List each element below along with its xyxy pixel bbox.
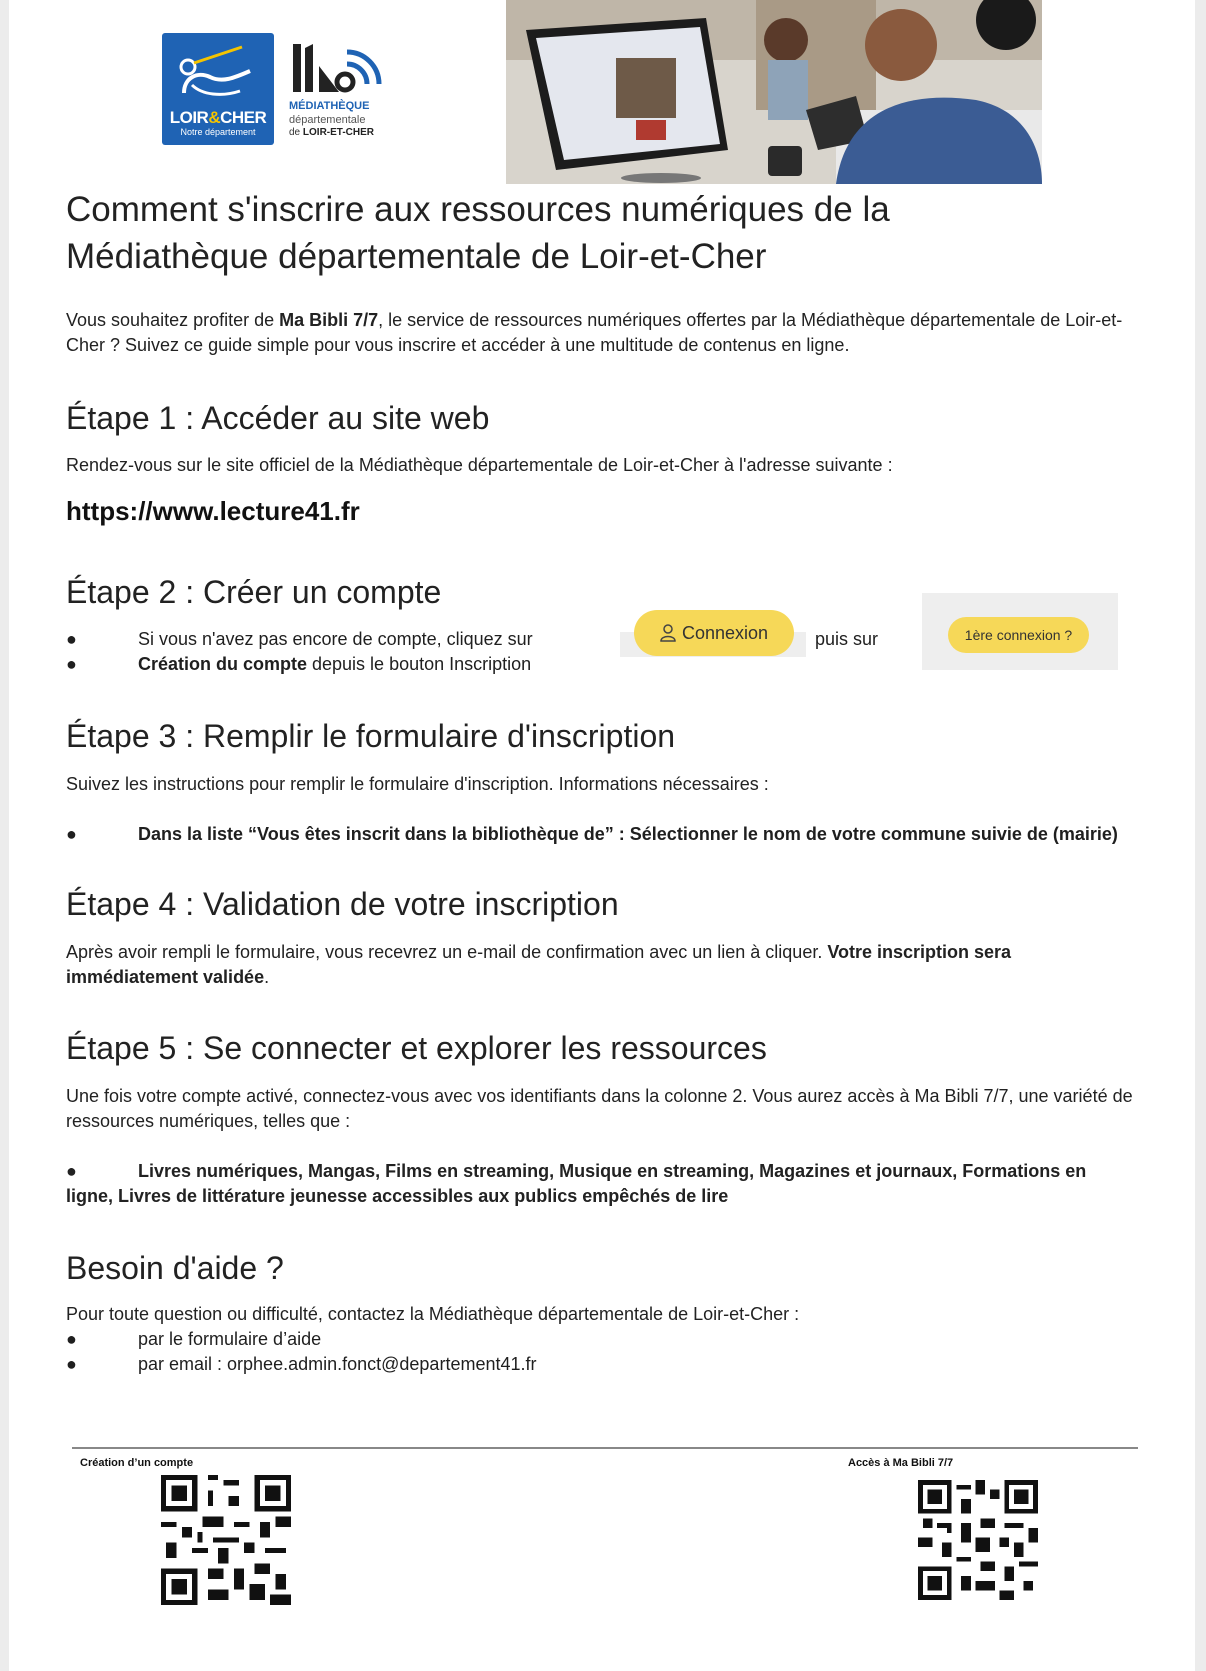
loir-et-cher-brand: LOIR&CHER — [169, 108, 267, 127]
header-photo — [506, 0, 1042, 184]
books-wifi-icon — [289, 38, 389, 98]
step5-heading: Étape 5 : Se connecter et explorer les ressources — [66, 1030, 767, 1066]
step5-text: Une fois votre compte activé, connectez-vous avec vos identifiants dans la colonne 2. Vous aurez accès à Ma Bibli 7/7, une variété de ressources numériques, telles que : — [66, 1086, 1133, 1131]
mediatheque-line3: de LOIR-ET-CHER — [289, 127, 375, 138]
puis-sur-text: puis sur — [815, 629, 879, 649]
bullet-dot: ● — [66, 1161, 77, 1181]
step2-heading: Étape 2 : Créer un compte — [66, 574, 442, 610]
step3-text: Suivez les instructions pour remplir le formulaire d'inscription. Informations nécessaires : — [66, 774, 769, 794]
website-link[interactable]: https://www.lecture41.fr — [66, 496, 360, 526]
page-title: Comment s'inscrire aux ressources numériques de la Médiathèque départementale de Loir-et-Cher — [66, 190, 890, 276]
intro-paragraph: Vous souhaitez profiter de Ma Bibli 7/7, le service de ressources numériques offertes par la Médiathèque départementale de Loir-et-Cher ? Suivez ce guide simple pour vous inscrire et accéder à une multitude de contenus en ligne. — [66, 310, 1123, 355]
bullet-dot: ● — [66, 629, 77, 649]
people-using-computer-image — [506, 0, 1042, 184]
mediatheque-line2: départementale — [289, 114, 366, 126]
connexion-button[interactable] — [634, 610, 794, 656]
premiere-connexion-button[interactable]: 1ère connexion ? — [948, 617, 1089, 653]
qr-code-account-creation[interactable] — [161, 1475, 291, 1605]
mediatheque-logo — [289, 38, 399, 148]
loir-et-cher-logo — [162, 33, 274, 145]
loir-et-cher-subtitle: Notre département — [180, 127, 256, 137]
connexion-label: Connexion — [681, 622, 769, 643]
help-text: Pour toute question ou difficulté, contactez la Médiathèque départementale de Loir-et-Cher : — [66, 1304, 800, 1324]
footer-divider — [72, 1447, 1138, 1449]
step5-bullet: ● Livres numériques, Mangas, Films en streaming, Musique en streaming, Magazines et journaux, Formations en ligne, Livres de littérature jeunesse accessibles aux publics empêchés de lire — [66, 1161, 1087, 1206]
step4-text: Après avoir rempli le formulaire, vous recevrez un e-mail de confirmation avec un lien à cliquer. Votre inscription sera immédiatement validée. — [66, 942, 1012, 987]
help-heading: Besoin d'aide ? — [66, 1250, 284, 1286]
qr-code-ma-bibli-access[interactable] — [918, 1480, 1038, 1600]
step4-heading: Étape 4 : Validation de votre inscription — [66, 886, 619, 922]
qr1-label: Création d’un compte — [80, 1457, 194, 1469]
mediatheque-line1: MÉDIATHÈQUE — [289, 100, 370, 112]
step1-heading: Étape 1 : Accéder au site web — [66, 400, 490, 436]
bullet-dot: ● — [66, 824, 77, 844]
step3-heading: Étape 3 : Remplir le formulaire d'inscription — [66, 718, 676, 754]
document-page: LOIR&CHER Notre département MÉDIATHÈQUE départementale de LOIR-ET-CHER Comment s'inscrire aux ressources numériques de la Médiathèque départementale de Loir-et-Cher Vous souhaitez profiter de Ma Bibli 7/7, le service de ressources numériques offertes par la Médiathèque départementale de Loir-et-Cher ? Suivez ce guide simple pour vous inscrire et accéder à une multitude de contenus en ligne. Étape 1 : Accéder au site web Rendez-vous sur le site officiel de la Médiathèque départementale de Loir-et-Cher à l'adresse suivante : https://www.lecture41.fr Étape 2 : Créer un compte ● Si vous n'avez pas encore de compte, cliquez sur ● Création du compte depuis le bouton Inscription Connexion puis sur 1ère connexion ? Étape 3 : Remplir le formulaire d'inscription Suivez les instructions pour remplir le formulaire d'inscription. Informations nécessaires : ● Dans la liste “Vous êtes inscrit dans la bibliothèque de” : Sélectionner le nom de votre commune suivie de (mairie) Étape 4 : Validation de votre inscription Après avoir rempli le formulaire, vous recevrez un e-mail de confirmation avec un lien à cliquer. Votre inscription sera immédiatement validée. Étape 5 : Se connecter et explorer les ressources Une fois votre compte activé, connectez-vous avec vos identifiants dans la colonne 2. Vous aurez accès à Ma Bibli 7/7, une variété de ressources numériques, telles que : ● Livres numériques, Mangas, Films en streaming, Musique en streaming, Magazines et journaux, Formations en ligne, Livres de littérature jeunesse accessibles aux publics empêchés de lire Besoin d'aide ? Pour toute question ou difficulté, contactez la Médiathèque départementale de Loir-et-Cher : ● par le formulaire d’aide ● par email : orphee.admin.fonct@departement41.fr Création d’un compte Accès à Ma Bibli 7/7 — [9, 0, 1195, 1671]
bullet-dot: ● — [66, 1354, 77, 1374]
qr2-label: Accès à Ma Bibli 7/7 — [848, 1457, 954, 1469]
step1-text: Rendez-vous sur le site officiel de la Médiathèque départementale de Loir-et-Cher à l'adresse suivante : — [66, 455, 893, 475]
user-icon — [660, 624, 676, 642]
bullet-dot: ● — [66, 1329, 77, 1349]
bullet-dot: ● — [66, 654, 77, 674]
